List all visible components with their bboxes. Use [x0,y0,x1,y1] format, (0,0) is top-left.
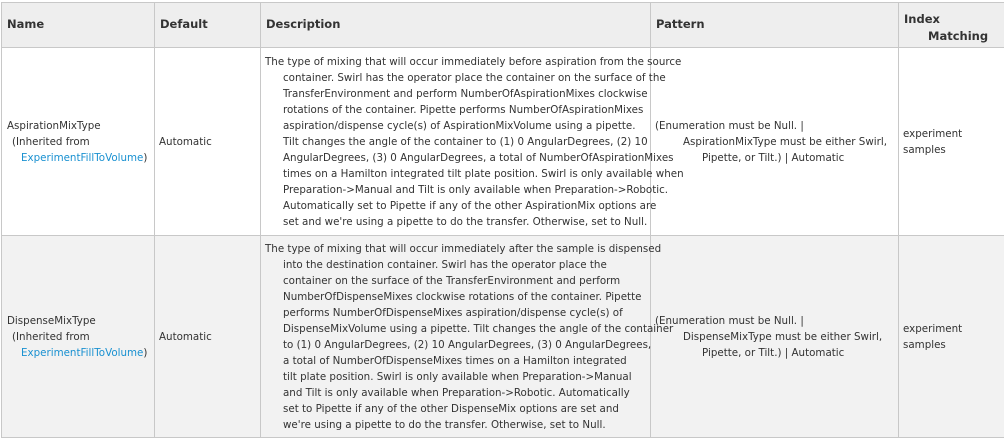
column-header-default: Default [155,3,261,48]
column-header-name: Name [2,3,155,48]
option-name-cell: DispenseMixType (Inherited from ExperimentFillToVolume) [2,236,155,438]
column-header-description: Description [261,3,651,48]
table-row [2,48,1004,236]
options-table [1,2,1004,438]
description-cell: The type of mixing that will occur immediately after the sample is dispensed into the destination container. Swirl has the operator place the container on the surface of the TransferEnvironment and perform NumberOfDispenseMixes clockwise rotations of the container. Pipette performs NumberOfDispenseMixes aspiration/dispense cycle(s) of DispenseMixVolume using a pipette. Tilt changes the angle of the container to (1) 0 AngularDegrees, (2) 10 AngularDegrees, (3) 0 AngularDegrees, a total of NumberOfDispenseMixes times on a Hamilton integrated tilt plate position. Swirl is only available when Preparation->Manual and Tilt is only available when Preparation->Robotic. Automatically set to Pipette if any of the other DispenseMix options are set and we're using a pipette to do the transfer. Otherwise, set to Null. [261,236,651,438]
pattern-cell: (Enumeration must be Null. | AspirationMixType must be either Swirl, Pipette, or Tilt.) | Automatic [651,48,899,236]
inherited-from: (Inherited from [12,330,90,343]
column-header-pattern: Pattern [651,3,899,48]
index-matching-value: experiment samples [899,236,1004,438]
default-value: Automatic [155,48,261,236]
experiment-fill-to-volume-link[interactable]: ExperimentFillToVolume [21,151,144,164]
experiment-fill-to-volume-link[interactable]: ExperimentFillToVolume [21,346,144,359]
option-name: DispenseMixType [7,314,96,327]
column-header-index-matching: Index Matching [899,3,1004,48]
option-name-cell: AspirationMixType (Inherited from ExperimentFillToVolume) [2,48,155,236]
index-matching-value: experiment samples [899,48,1004,236]
table-row [2,236,1004,438]
inherited-from: (Inherited from [12,135,90,148]
description-cell: The type of mixing that will occur immediately before aspiration from the source container. Swirl has the operator place the container on the surface of the TransferEnvironment and perform NumberOfAspirationMixes clockwise rotations of the container. Pipette performs NumberOfAspirationMixes aspiration/dispense cycle(s) of AspirationMixVolume using a pipette. Tilt changes the angle of the container to (1) 0 AngularDegrees, (2) 10 AngularDegrees, (3) 0 AngularDegrees, a total of NumberOfAspirationMixes times on a Hamilton integrated tilt plate position. Swirl is only available when Preparation->Manual and Tilt is only available when Preparation->Robotic. Automatically set to Pipette if any of the other AspirationMix options are set and we're using a pipette to do the transfer. Otherwise, set to Null. [261,48,651,236]
default-value: Automatic [155,236,261,438]
option-name: AspirationMixType [7,119,101,132]
pattern-cell: (Enumeration must be Null. | DispenseMixType must be either Swirl, Pipette, or Tilt.) | Automatic [651,236,899,438]
table-header-row [2,3,1004,48]
